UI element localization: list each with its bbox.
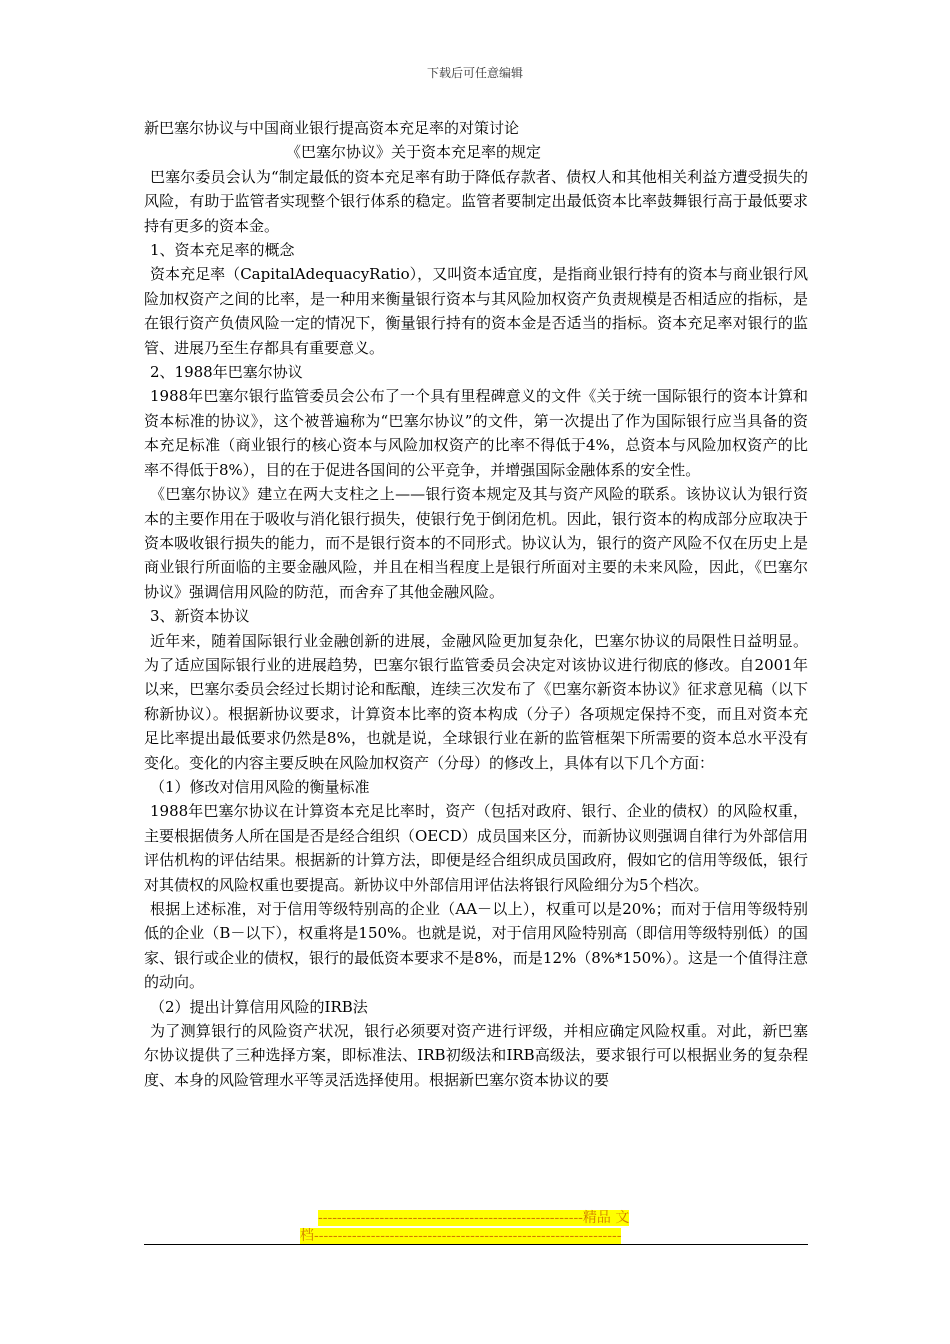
subsection-heading: （1）修改对信用风险的衡量标准 bbox=[150, 777, 370, 796]
footer-watermark-text: --------------------------------------------------------精品 文 bbox=[318, 1210, 630, 1226]
footer-divider bbox=[144, 1244, 808, 1245]
document-body bbox=[144, 116, 808, 1092]
paragraph: 近年来，随着国际银行业金融创新的进展，金融风险更加复杂化，巴塞尔协议的局限性日益明显。为了适应国际银行业的进展趋势，巴塞尔银行监管委员会决定对该协议进行彻底的修改。自2001年以来，巴塞尔委员会经过长期讨论和酝酿，连续三次发布了《巴塞尔新资本协议》征求意见稿（以下称新协议）。根据新协议要求，计算资本比率的资本构成（分子）各项规定保持不变，而且对资本充足比率提出最低要求仍然是8%，也就是说，全球银行业在新的监管框架下所需要的资本总水平没有变化。变化的内容主要反映在风险加权资产（分母）的修改上，具体有以下几个方面： bbox=[144, 631, 808, 772]
section-heading: 2、1988年巴塞尔协议 bbox=[150, 363, 303, 382]
section-heading: 《巴塞尔协议》关于资本充足率的规定 bbox=[286, 143, 542, 162]
section-heading: 3、新资本协议 bbox=[150, 607, 250, 626]
paragraph: 资本充足率（CapitalAdequacyRatio），又叫资本适宜度，是指商业银行持有的资本与商业银行风险加权资产之间的比率，是一种用来衡量银行资本与其风险加权资产负责规模是否相适应的指标，是在银行资产负债风险一定的情况下，衡量银行持有的资本金是否适当的指标。资本充足率对银行的监管、进展乃至生存都具有重要意义。 bbox=[144, 265, 808, 357]
section-heading: 1、资本充足率的概念 bbox=[150, 241, 295, 260]
subsection-heading: （2）提出计算信用风险的IRB法 bbox=[150, 997, 368, 1016]
footer-line bbox=[144, 1227, 808, 1245]
footer-watermark-text: 档----------------------------------------------------------------- bbox=[300, 1228, 622, 1244]
paragraph: 1988年巴塞尔协议在计算资本充足比率时，资产（包括对政府、银行、企业的债权）的风险权重，主要根据债务人所在国是否是经合组织（OECD）成员国来区分，而新协议则强调自律行为外部信用评估机构的评估结果。根据新的计算方法，即便是经合组织成员国政府，假如它的信用等级低，银行对其债权的风险权重也要提高。新协议中外部信用评估法将银行风险细分为5个档次。 bbox=[144, 802, 808, 894]
footer-line bbox=[144, 1209, 808, 1227]
page-header: 下载后可任意编辑 bbox=[426, 66, 523, 80]
paragraph: 根据上述标准，对于信用等级特别高的企业（AA－以上），权重可以是20%；而对于信用等级特别低的企业（B－以下），权重将是150%。也就是说，对于信用风险特别高（即信用等级特别低）的国家、银行或企业的债权，银行的最低资本要求不是8%，而是12%（8%*150%）。这是一个值得注意的动向。 bbox=[144, 900, 808, 992]
document-title: 新巴塞尔协议与中国商业银行提高资本充足率的对策讨论 bbox=[144, 119, 520, 137]
paragraph: 为了测算银行的风险资产状况，银行必须要对资产进行评级，并相应确定风险权重。对此，新巴塞尔协议提供了三种选择方案，即标准法、IRB初级法和IRB高级法，要求银行可以根据业务的复杂程度、本身的风险管理水平等灵活选择使用。根据新巴塞尔资本协议的要 bbox=[144, 1022, 808, 1089]
paragraph: 《巴塞尔协议》建立在两大支柱之上——银行资本规定及其与资产风险的联系。该协议认为银行资本的主要作用在于吸收与消化银行损失，使银行免于倒闭危机。因此，银行资本的构成部分应取决于资本吸收银行损失的能力，而不是银行资本的不同形式。协议认为，银行的资产风险不仅在历史上是商业银行所面临的主要金融风险，并且在相当程度上是银行所面对主要的未来风险，因此，《巴塞尔协议》强调信用风险的防范，而舍弃了其他金融风险。 bbox=[144, 485, 808, 601]
page-footer bbox=[144, 1209, 808, 1245]
paragraph: 巴塞尔委员会认为“制定最低的资本充足率有助于降低存款者、债权人和其他相关利益方遭受损失的风险，有助于监管者实现整个银行体系的稳定。监管者要制定出最低资本比率鼓舞银行高于最低要求持有更多的资本金。 bbox=[144, 167, 808, 235]
paragraph: 1988年巴塞尔银行监管委员会公布了一个具有里程碑意义的文件《关于统一国际银行的资本计算和资本标准的协议》，这个被普遍称为“巴塞尔协议”的文件，第一次提出了作为国际银行应当具备的资本充足标准（商业银行的核心资本与风险加权资产的比率不得低于4%，总资本与风险加权资产的比率不得低于8%），目的在于促进各国间的公平竞争，并增强国际金融体系的安全性。 bbox=[144, 387, 808, 479]
